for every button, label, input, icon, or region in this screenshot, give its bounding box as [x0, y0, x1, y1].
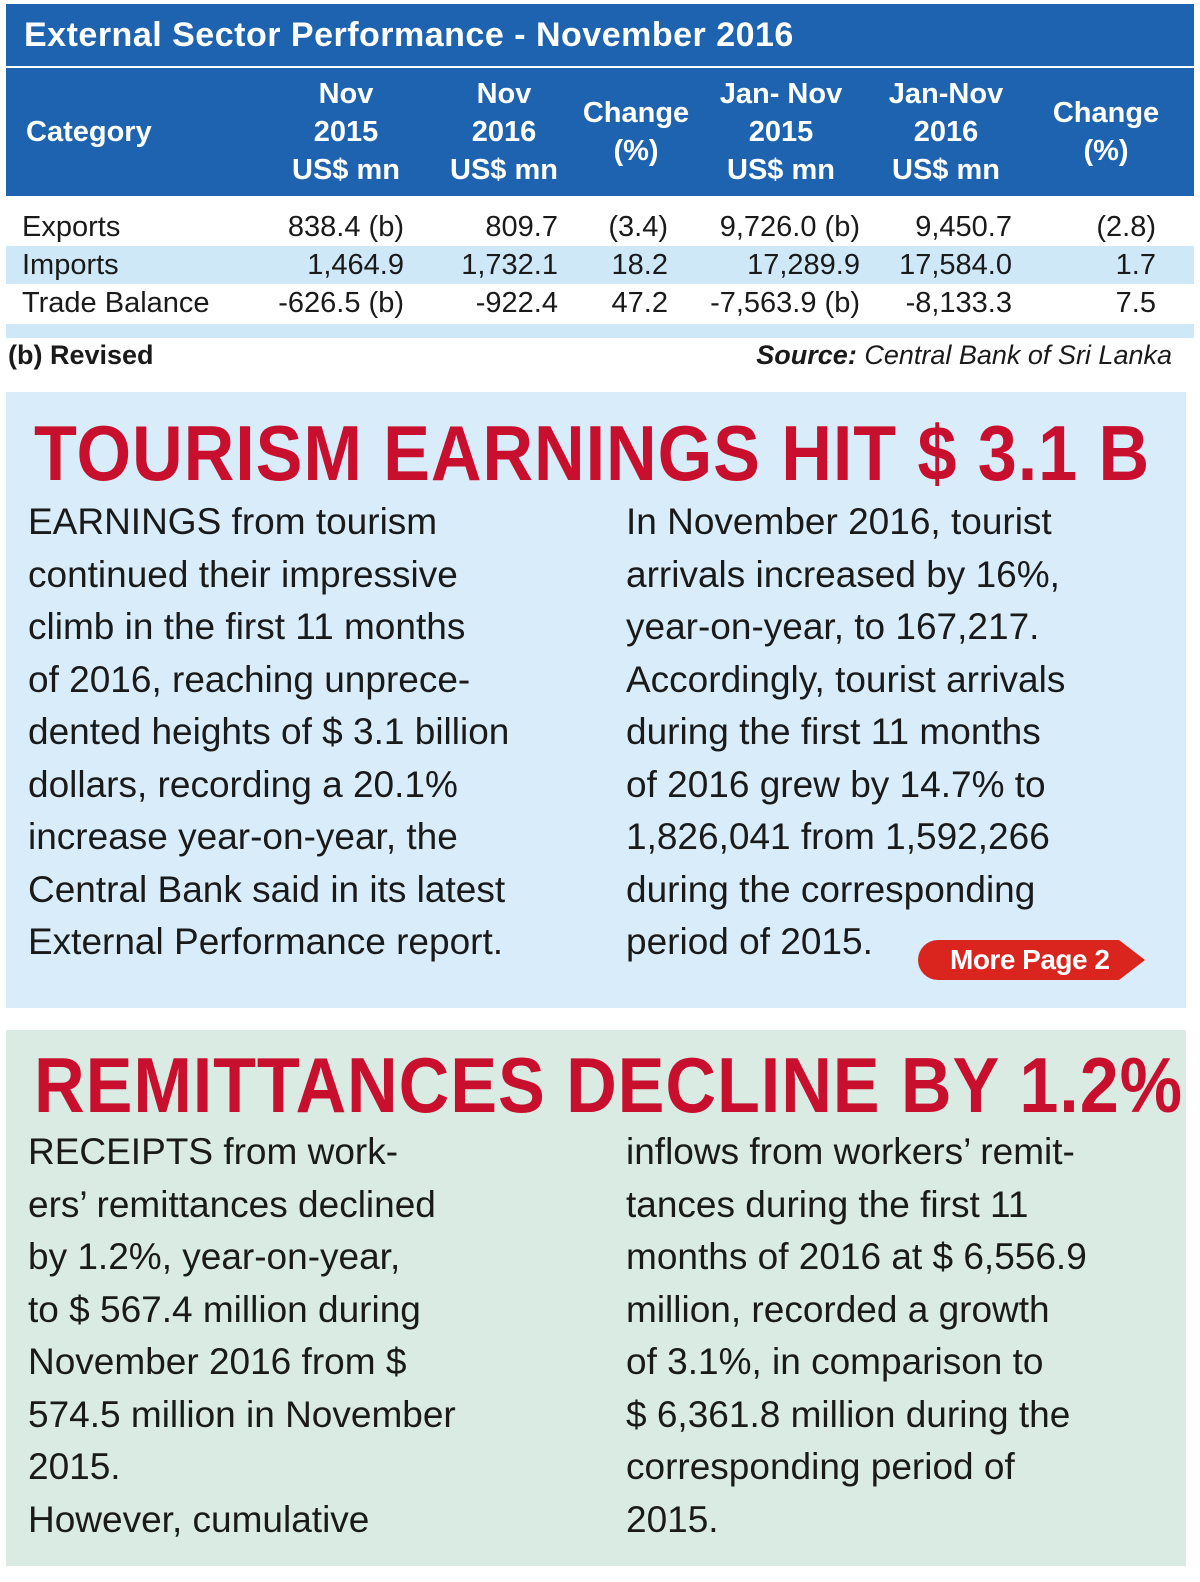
row-label: Exports: [22, 211, 121, 243]
cell-nov-2015: 1,464.9: [307, 249, 404, 281]
cell-jan-nov-2016: -8,133.3: [905, 287, 1012, 319]
table-row-trade-balance: [6, 284, 1194, 322]
table-row-exports: [6, 208, 1194, 246]
row-label: Imports: [22, 249, 119, 281]
external-sector-table: [6, 4, 1194, 344]
tourism-right-column: [626, 496, 1166, 969]
remittances-headline: REMITTANCES DECLINE BY 1.2%: [34, 1041, 1183, 1129]
tourism-article: [6, 392, 1186, 1008]
remittances-left-column: [28, 1126, 588, 1546]
tourism-left-text: EARNINGS from tourism continued their impressive climb in the first 11 months of 2016, reaching unprece- dented heights of $ 3.1 billion dollars, recording a 20.1% increase year-on-year, the Central Bank said in its latest External Performance report.: [28, 501, 510, 962]
table-title: External Sector Performance - November 2016: [6, 4, 1194, 66]
tourism-left-column: [28, 496, 588, 969]
header-jan-nov-2016: Jan-Nov 2016 US$ mn: [888, 78, 1004, 186]
cell-nov-2015: -626.5 (b): [278, 287, 404, 319]
cell-change-nov: 47.2: [611, 287, 668, 319]
header-nov-2015: Nov 2015 US$ mn: [292, 78, 400, 186]
header-nov-2016: Nov 2016 US$ mn: [450, 78, 558, 186]
source-text: Central Bank of Sri Lanka: [864, 340, 1172, 370]
header-jan-nov-2015: Jan- Nov 2015 US$ mn: [719, 78, 843, 186]
header-category: Category: [26, 116, 152, 148]
cell-nov-2016: 809.7: [485, 211, 558, 243]
more-page-2-link[interactable]: [918, 940, 1145, 980]
cell-nov-2015: 838.4 (b): [287, 211, 404, 243]
cell-change-cumulative: 7.5: [1115, 287, 1156, 319]
cell-change-cumulative: (2.8): [1096, 211, 1156, 243]
cell-jan-nov-2015: 9,726.0 (b): [719, 211, 860, 243]
cell-change-cumulative: 1.7: [1115, 249, 1156, 281]
table-header-row: [6, 68, 1194, 196]
cell-jan-nov-2015: -7,563.9 (b): [710, 287, 860, 319]
table-footnote: (b) Revised: [8, 340, 154, 370]
tourism-right-text: In November 2016, tourist arrivals increased by 16%, year-on-year, to 167,217. Accordingly, tourist arrivals during the first 11 months of 2016 grew by 14.7% to 1,826,041 from 1,592,266 during the corresponding period of 2015.: [626, 501, 1066, 962]
cell-nov-2016: -922.4: [475, 287, 558, 319]
cell-change-nov: 18.2: [611, 249, 668, 281]
remittances-right-column: [626, 1126, 1166, 1546]
cell-jan-nov-2016: 9,450.7: [915, 211, 1012, 243]
header-change-nov: Change (%): [582, 97, 690, 167]
remittances-left-text: RECEIPTS from work- ers’ remittances declined by 1.2%, year-on-year, to $ 567.4 million during November 2016 from $ 574.5 million in November 2015. However, cumulative: [28, 1131, 456, 1540]
cell-change-nov: (3.4): [608, 211, 668, 243]
row-label: Trade Balance: [22, 287, 210, 319]
source-label: Source:: [756, 340, 857, 370]
table-source: [756, 340, 1172, 371]
table-row-imports: [6, 246, 1194, 284]
table-bottom-band: [6, 324, 1194, 338]
cell-nov-2016: 1,732.1: [461, 249, 558, 281]
cell-jan-nov-2016: 17,584.0: [899, 249, 1012, 281]
remittances-article: [6, 1030, 1186, 1566]
cell-jan-nov-2015: 17,289.9: [747, 249, 860, 281]
tourism-headline: TOURISM EARNINGS HIT $ 3.1 B: [34, 409, 1151, 497]
remittances-right-text: inflows from workers’ remit- tances during the first 11 months of 2016 at $ 6,556.9 million, recorded a growth of 3.1%, in comparison to $ 6,361.8 million during the corresponding period of 2015.: [626, 1131, 1087, 1540]
arrow-right-icon: [1119, 940, 1145, 980]
more-page-label: More Page 2: [918, 940, 1119, 980]
header-change-cumulative: Change (%): [1052, 97, 1160, 167]
